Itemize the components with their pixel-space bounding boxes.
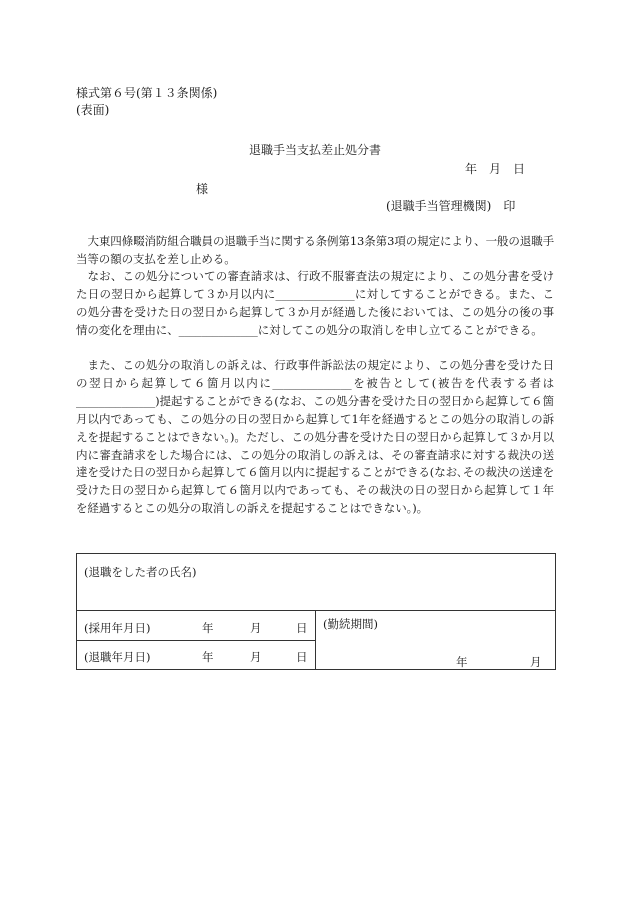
retiree-name-label: (退職をした者の氏名) <box>84 565 197 579</box>
hire-month-unit: 月 <box>250 621 262 635</box>
side-label: (表面) <box>76 103 110 117</box>
paragraph-suspension: 大東四條畷消防組合職員の退職手当に関する条例第13条第3項の規定により、一般の退職手当等の額の支払を差し止める。 <box>76 234 554 266</box>
paragraph-lawsuit: また、この処分の取消しの訴えは、行政事件訴訟法の規定により、この処分書を受けた日の翌日から起算して６箇月以内に______________を被告として(被告を代表する者は______________)提起することができる(なお、この処分書を受けた日の翌日から起算して６箇月以内であっても、この処分の日の翌日から起算して1年を経過するとこの処分の取消しの訴えを提起することはできない。)。ただし、この処分書を受けた日の翌日から起算して３か月以内に審査請求をした場合には、この処分の取消しの訴えは、その審査請求に対する裁決の送達を受けた日の翌日から起算して６箇月以内に提起することができる(なお､その裁決の送達を受けた日の翌日から起算して６箇月以内であっても、その裁決の日の翌日から起算して１年を経過するとこの処分の取消しの訴えを提起することはできない。)。 <box>76 358 554 516</box>
retiree-info-table <box>76 553 556 670</box>
service-year-unit: 年 <box>456 655 468 669</box>
document-title: 退職手当支払差止処分書 <box>249 143 382 157</box>
table-divider <box>77 610 555 611</box>
service-month-unit: 月 <box>530 655 542 669</box>
hire-year-unit: 年 <box>202 621 214 635</box>
retire-month-unit: 月 <box>250 650 262 664</box>
retire-day-unit: 日 <box>296 650 308 664</box>
retire-year-unit: 年 <box>202 650 214 664</box>
service-period-label: (勤続期間) <box>323 617 378 631</box>
retire-date-label: (退職年月日) <box>84 650 151 664</box>
date-line: 年 月 日 <box>465 162 526 176</box>
addressee-honorific: 様 <box>196 182 209 196</box>
form-number: 様式第６号(第１３条関係) <box>76 86 218 100</box>
hire-day-unit: 日 <box>296 621 308 635</box>
table-divider <box>315 610 316 669</box>
hire-date-label: (採用年月日) <box>84 621 151 635</box>
table-divider <box>77 640 315 641</box>
paragraph-appeal: なお、この処分についての審査請求は、行政不服審査法の規定により、この処分書を受けた日の翌日から起算して３か月以内に______________に対してすることができる。また、この処分書を受けた日の翌日から起算して３か月が経過した後においては、この処分の後の事情の変化を理由に、______________に対してこの処分の取消しを申し立てることができる。 <box>76 269 554 337</box>
issuer-seal-line: (退職手当管理機関) 印 <box>386 199 516 213</box>
